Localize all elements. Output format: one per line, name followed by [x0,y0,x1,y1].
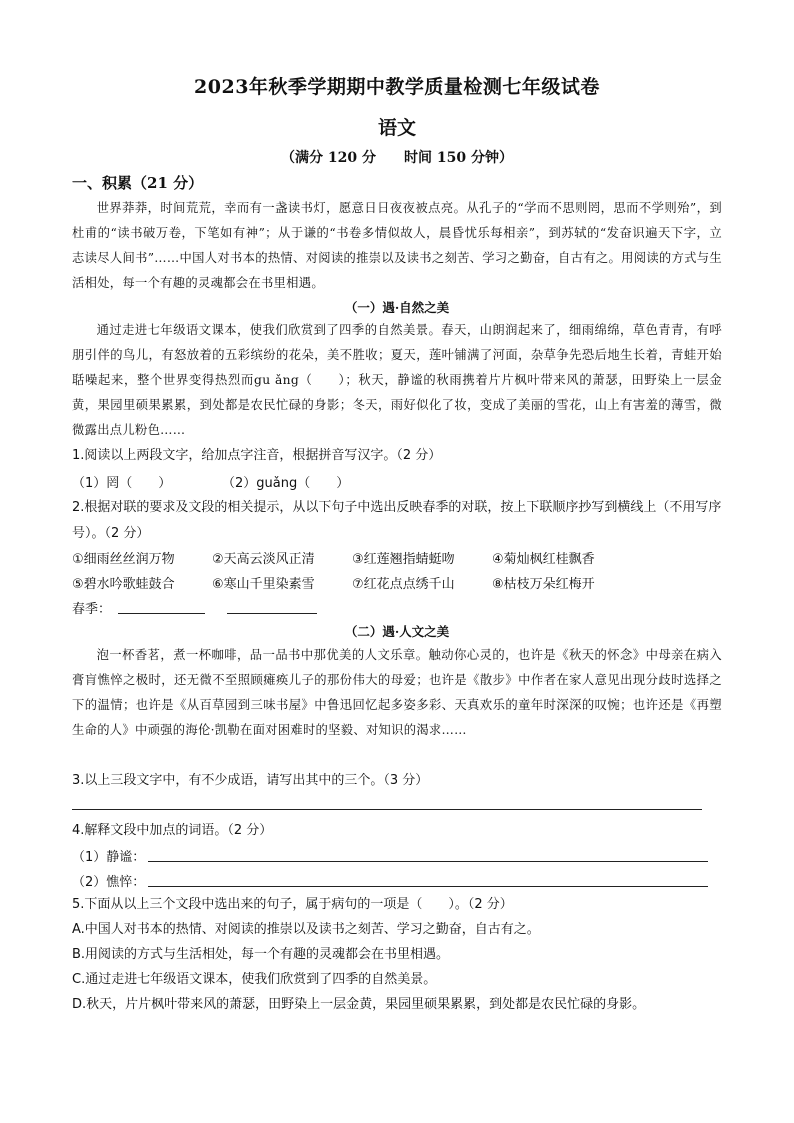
q3-answer-line[interactable] [72,809,702,810]
q2-option-1: ①细雨丝丝润万物 [72,552,175,567]
question-1-item-2: （2）guǎng（ ） [222,476,350,491]
q5-option-b: B.用阅读的方式与生活相处，每一个有趣的灵魂都会在书里相遇。 [72,947,450,962]
question-1-item-1: （1）罔（ ） [72,476,172,491]
q4-item-1-label: （1）静谧： [72,850,146,865]
question-4-stem: 4.解释文段中加点的词语。（2 分） [72,823,273,838]
question-2-stem: 2.根据对联的要求及文段的相关提示，从以下句子中选出反映春季的对联，按上下联顺序抄写到横线上（不用写序号）。（2 分） [72,500,722,541]
q4-item-2-answer-line[interactable] [148,886,708,887]
part2-paragraph: 泡一杯香茗，煮一杯咖啡，品一品书中那优美的人文乐章。触动你心灵的，也许是《秋天的怀念》中母亲在病入膏肓憔悴之极时，还无微不至照顾瘫痪儿子的那份伟大的母爱；也许是《散步》中作者在家人意见出现分歧时选择之下的温情；也许是《从百草园到三味书屋》中鲁迅回忆起多姿多彩、天真欢乐的童年时深深的叹惋；也许还是《再塑生命的人》中顽强的海伦·凯勒在面对困难时的坚毅、对知识的渴求…… [72,648,722,737]
q2-option-6: ⑥寒山千里染素雪 [212,577,315,592]
exam-title: 2023年秋季学期期中教学质量检测七年级试卷 [194,76,600,98]
subject-title: 语文 [377,117,416,139]
q5-option-c: C.通过走进七年级语文课本，使我们欣赏到了四季的自然美景。 [72,972,437,987]
question-5-stem: 5.下面从以上三个文段中选出来的句子，属于病句的一项是（ ）。（2 分） [72,897,513,912]
part1-paragraph: 通过走进七年级语文课本，使我们欣赏到了四季的自然美景。春天，山朗润起来了，细雨绵绵，草色青青，有呼朋引伴的鸟儿，有怒放着的五彩缤纷的花朵，美不胜收；夏天，莲叶铺满了河面，杂草争先恐后地生长着，青蛙开始聒噪起来，整个世界变得热烈而gu ǎng（ ）；秋天，静谧的秋雨携着片片枫叶带来风的萧瑟，田野染上一层金黄，果园里硕果累累，到处都是农民忙碌的身影；冬天，雨好似化了妆，变成了美丽的雪花，山上有害羞的薄雪，微微露出点儿粉色…… [72,323,722,437]
q2-option-7: ⑦红花点点绣千山 [352,577,455,592]
q2-option-5: ⑤碧水吟歌蛙鼓合 [72,577,175,592]
section-heading-accumulation: 一、积累（21 分） [72,174,204,192]
q5-option-d: D.秋天，片片枫叶带来风的萧瑟，田野染上一层金黄，果园里硕果累累，到处都是农民忙碌的身影。 [72,997,646,1012]
q2-answer-line-lower[interactable] [227,613,317,614]
q2-option-2: ②天高云淡风正清 [212,552,315,567]
part2-heading: （二）遇·人文之美 [344,624,450,639]
question-3-stem: 3.以上三段文字中，有不少成语，请写出其中的三个。（3 分） [72,773,429,788]
part1-heading: （一）遇·自然之美 [344,300,450,315]
q2-option-4: ④菊灿枫红桂飘香 [492,552,595,567]
q2-option-3: ③红莲翘指蜻蜓吻 [352,552,455,567]
q2-option-8: ⑧枯枝万朵红梅开 [492,577,595,592]
question-1-stem: 1.阅读以上两段文字，给加点字注音，根据拼音写汉字。（2 分） [72,448,442,463]
intro-paragraph: 世界莽莽，时间荒荒，幸而有一盏读书灯，愿意日日夜夜被点亮。从孔子的“学而不思则罔，思而不学则殆”，到杜甫的“读书破万卷，下笔如有神”；从于谦的“书卷多情似故人，晨昏忧乐每相亲”，到苏轼的“发奋识遍天下字，立志读尽人间书”……中国人对书本的热情、对阅读的推崇以及读书之刻苦、学习之勤奋，自古有之。用阅读的方式与生活相处，每一个有趣的灵魂都会在书里相遇。 [72,201,722,290]
q2-answer-line-upper[interactable] [118,613,205,614]
q5-option-a: A.中国人对书本的热情、对阅读的推崇以及读书之刻苦、学习之勤奋，自古有之。 [72,922,540,937]
q4-item-2-label: （2）憔悴： [72,875,146,890]
score-time-info: （满分 120 分 时间 150 分钟） [281,150,513,166]
q4-item-1-answer-line[interactable] [148,861,708,862]
q2-answer-label: 春季： [72,602,112,617]
